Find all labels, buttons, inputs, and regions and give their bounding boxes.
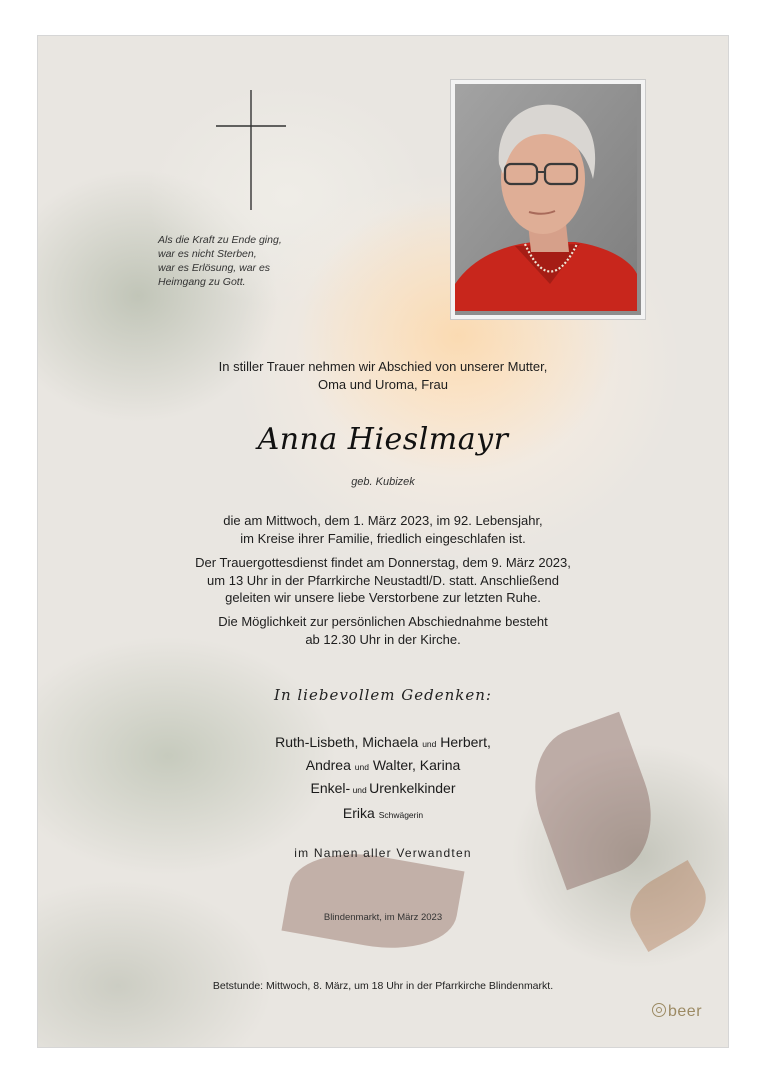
relation-label: Schwägerin xyxy=(378,810,424,820)
beer-logo-icon xyxy=(652,1003,666,1017)
mourners-list xyxy=(38,732,728,778)
mourner-names: Herbert, xyxy=(436,734,491,750)
mourner-names: Walter, Karina xyxy=(368,757,461,773)
mourner-names: Ruth-Lisbeth, Michaela xyxy=(275,734,423,750)
deceased-name: Anna Hieslmayr xyxy=(257,422,509,457)
funeral-notice xyxy=(38,554,728,607)
conjunction: und xyxy=(354,762,369,772)
background-leaf xyxy=(618,860,717,952)
place-date: Blindenmarkt, im März 2023 xyxy=(323,912,443,923)
portrait-photo xyxy=(450,79,646,320)
notice-line: um 13 Uhr in der Pfarrkirche Neustadtl/D. statt. Anschließend xyxy=(207,572,559,588)
mourners-row xyxy=(38,755,728,778)
intro-line: Oma und Uroma, Frau xyxy=(317,376,449,392)
prayer-notice: Betstunde: Mittwoch, 8. März, um 18 Uhr in der Pfarrkirche Blindenmarkt. xyxy=(212,980,554,992)
death-notice xyxy=(38,512,728,547)
notice-line: Die Möglichkeit zur persönlichen Abschiednahme besteht xyxy=(218,614,548,629)
company-logo xyxy=(652,1003,702,1021)
parte-card xyxy=(37,35,729,1048)
notice-line: die am Mittwoch, dem 1. März 2023, im 92. Lebensjahr, xyxy=(223,513,543,528)
conjunction: und xyxy=(350,785,370,795)
mourner-names: Enkel- xyxy=(310,780,351,796)
intro-line: In stiller Trauer nehmen wir Abschied von unserer Mutter, xyxy=(218,359,548,374)
conjunction: und xyxy=(422,739,437,749)
cross-icon xyxy=(212,88,292,218)
poem-line: war es Erlösung, war es xyxy=(158,262,271,274)
mourner-names: Erika xyxy=(342,805,379,821)
mourner-names: Urenkelkinder xyxy=(369,780,456,796)
farewell-notice xyxy=(38,613,728,648)
poem xyxy=(158,233,358,289)
intro-text xyxy=(38,358,728,393)
grandchildren-row xyxy=(38,778,728,801)
notice-line: Der Trauergottesdienst findet am Donnerstag, dem 9. März 2023, xyxy=(195,555,571,570)
birth-name: geb. Kubizek xyxy=(351,476,415,488)
mourner-names: Andrea xyxy=(305,757,355,773)
notice-line: im Kreise ihrer Familie, friedlich eingeschlafen ist. xyxy=(240,530,526,546)
sister-in-law-row xyxy=(38,803,728,826)
notice-line: geleiten wir unsere liebe Verstorbene zur letzten Ruhe. xyxy=(225,590,541,605)
poem-line: war es nicht Sterben, xyxy=(158,248,257,260)
memorial-heading: In liebevollem Gedenken: xyxy=(274,686,492,704)
relatives-line: im Namen aller Verwandten xyxy=(294,846,472,860)
logo-text: beer xyxy=(668,1003,703,1020)
poem-line: Heimgang zu Gott. xyxy=(158,276,246,288)
portrait-image xyxy=(455,84,641,315)
poem-line: Als die Kraft zu Ende ging, xyxy=(158,234,282,246)
notice-line: ab 12.30 Uhr in der Kirche. xyxy=(305,631,461,647)
mourners-row xyxy=(38,732,728,755)
